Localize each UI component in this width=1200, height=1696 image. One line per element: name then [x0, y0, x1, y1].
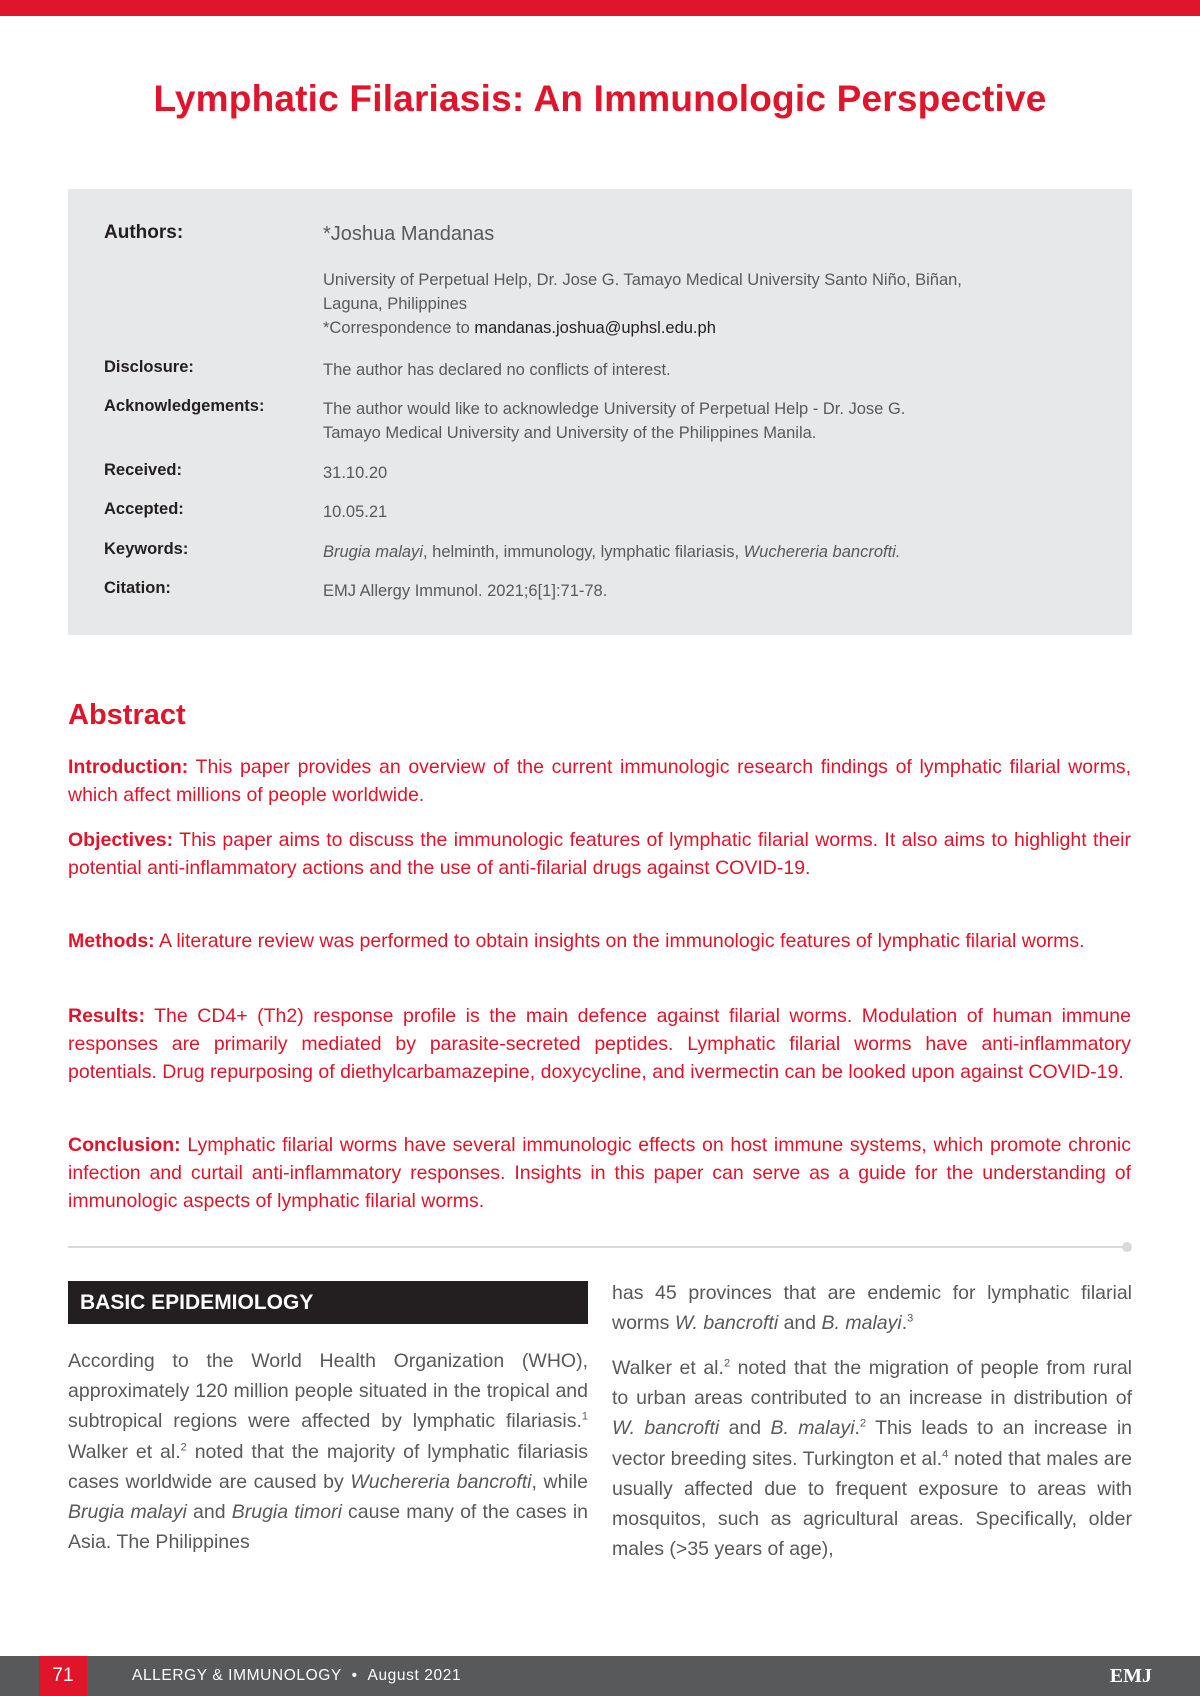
abstract-text: Lymphatic filarial worms have several immunologic effects on host immune systems, which promote chronic infection and curtail anti-inflammatory responses. Insights in this paper can serve as a guide for the understanding of immunologic aspects of lymphatic filarial worms. — [68, 1134, 1131, 1212]
abstract-text: This paper aims to discuss the immunologic features of lymphatic filarial worms. It also aims to highlight their potential anti-inflammatory actions and the use of anti-filarial drugs against COVID-19. — [68, 829, 1131, 879]
abstract-text: The CD4+ (Th2) response profile is the main defence against filarial worms. Modulation of human immune responses are primarily mediated by parasite-secreted peptides. Lymphatic filarial worms have anti-inflammatory potentials. Drug repurposing of diethylcarbamazepine, doxycycline, and ivermectin can be looked upon against COVID-19. — [68, 1005, 1131, 1083]
received-label: Received: — [104, 461, 182, 479]
abstract-text: This paper provides an overview of the current immunologic research findings of lymphatic filarial worms, which affect millions of people worldwide. — [68, 756, 1131, 806]
top-accent-bar — [0, 0, 1200, 16]
abstract-methods — [68, 927, 1131, 955]
body-text: and — [719, 1417, 771, 1440]
species-name: Brugia timori — [231, 1501, 342, 1524]
body-text: noted that the majority of lymphatic filariasis cases worldwide are caused by — [68, 1440, 588, 1493]
disclosure-label: Disclosure: — [104, 358, 194, 376]
body-text: has 45 provinces that are endemic for lymphatic filarial worms — [612, 1282, 1132, 1335]
acknowledgements-line: The author would like to acknowledge University of Perpetual Help - Dr. Jose G. — [323, 400, 906, 418]
abstract-label: Objectives: — [68, 829, 174, 851]
keywords-value — [323, 540, 1123, 564]
species-name: B. malayi — [821, 1312, 902, 1335]
citation-ref: 1 — [581, 1410, 588, 1423]
citation-label: Citation: — [104, 579, 171, 597]
abstract-results — [68, 1002, 1131, 1086]
body-text: This leads to an increase in vector breeding sites. Turkington et al. — [612, 1417, 1133, 1470]
keyword-italic: Wuchereria bancrofti. — [743, 543, 901, 561]
correspondence-email-link[interactable]: mandanas.joshua@uphsl.edu.ph — [474, 319, 716, 337]
authors-value: *Joshua Mandanas — [323, 223, 495, 245]
affiliation-line: University of Perpetual Help, Dr. Jose G. Tamayo Medical University Santo Niño, Biñan, — [323, 271, 962, 289]
abstract-label: Introduction: — [68, 756, 189, 778]
affiliation-block — [323, 268, 1123, 340]
divider-dot — [1122, 1242, 1132, 1252]
authors-label: Authors: — [104, 222, 184, 243]
body-right-paragraph-1 — [612, 1278, 1132, 1338]
abstract-label: Conclusion: — [68, 1134, 181, 1156]
species-name: W. bancrofti — [674, 1312, 779, 1335]
accepted-value: 10.05.21 — [323, 503, 388, 521]
body-text: cause many of the cases in Asia. The Philippines — [68, 1501, 589, 1554]
body-left-column — [68, 1346, 588, 1557]
keyword-italic: Brugia malayi — [323, 543, 423, 561]
body-text: According to the World Health Organization (WHO), approximately 120 million people situated in the tropical and subtropical regions were affected by lymphatic filariasis. — [68, 1350, 588, 1433]
accepted-label: Accepted: — [104, 500, 184, 518]
emj-logo: EMJ — [1109, 1665, 1152, 1687]
acknowledgements-line: Tamayo Medical University and University of the Philippines Manila. — [323, 424, 817, 442]
citation-value: EMJ Allergy Immunol. 2021;6[1]:71-78. — [323, 582, 608, 600]
correspondence-prefix: *Correspondence to — [323, 319, 475, 337]
acknowledgements-label: Acknowledgements: — [104, 397, 265, 415]
page-number: 71 — [39, 1656, 87, 1696]
page-title: Lymphatic Filariasis: An Immunologic Perspective — [153, 78, 1047, 119]
abstract-label: Results: — [68, 1005, 145, 1027]
abstract-label: Methods: — [68, 930, 155, 952]
body-text: noted that the migration of people from rural to urban areas contributed to an increase in distribution of — [612, 1357, 1133, 1410]
page-footer — [0, 1656, 1200, 1696]
species-name: W. bancrofti — [612, 1417, 720, 1440]
body-text: and — [186, 1501, 232, 1524]
citation-ref: 2 — [859, 1417, 867, 1430]
section-heading: BASIC EPIDEMIOLOGY — [68, 1281, 588, 1324]
species-name: B. malayi — [770, 1417, 855, 1440]
keywords-label: Keywords: — [104, 540, 189, 558]
abstract-text: A literature review was performed to obtain insights on the immunologic features of lymphatic filarial worms. — [154, 930, 1085, 952]
footer-journal-info — [132, 1656, 461, 1696]
body-text: . — [901, 1312, 908, 1335]
correspondence-line — [323, 316, 1123, 340]
keyword-text: , helminth, immunology, lymphatic filariasis, — [422, 543, 744, 561]
article-info-box — [68, 189, 1132, 635]
citation-ref: 4 — [942, 1448, 949, 1461]
body-text: . — [854, 1417, 860, 1440]
species-name: Brugia malayi — [68, 1501, 187, 1524]
affiliation-line: Laguna, Philippines — [323, 295, 468, 313]
body-text: , while — [531, 1470, 588, 1493]
received-value: 31.10.20 — [323, 464, 388, 482]
abstract-conclusion — [68, 1131, 1131, 1215]
body-text: Walker et al. — [612, 1357, 724, 1379]
body-text: and — [778, 1312, 822, 1335]
abstract-introduction — [68, 753, 1131, 809]
abstract-heading: Abstract — [68, 699, 186, 731]
acknowledgements-value — [323, 397, 1123, 445]
body-right-paragraph-2 — [612, 1353, 1132, 1564]
abstract-objectives — [68, 826, 1131, 882]
footer-separator: • — [351, 1667, 358, 1684]
body-text: noted that males are usually affected due to frequent exposure to areas with mosquitos, such as agricultural areas. Specifically, older males (>35 years of age), — [612, 1447, 1132, 1561]
section-divider — [68, 1246, 1126, 1248]
citation-ref: 2 — [723, 1357, 731, 1370]
issue-date: August 2021 — [367, 1667, 462, 1684]
citation-ref: 2 — [180, 1441, 187, 1454]
journal-section: ALLERGY & IMMUNOLOGY — [132, 1667, 342, 1684]
citation-ref: 3 — [907, 1312, 914, 1325]
species-name: Wuchereria bancrofti — [350, 1470, 532, 1493]
disclosure-value: The author has declared no conflicts of interest. — [323, 361, 671, 379]
body-text: Walker et al. — [68, 1440, 181, 1463]
